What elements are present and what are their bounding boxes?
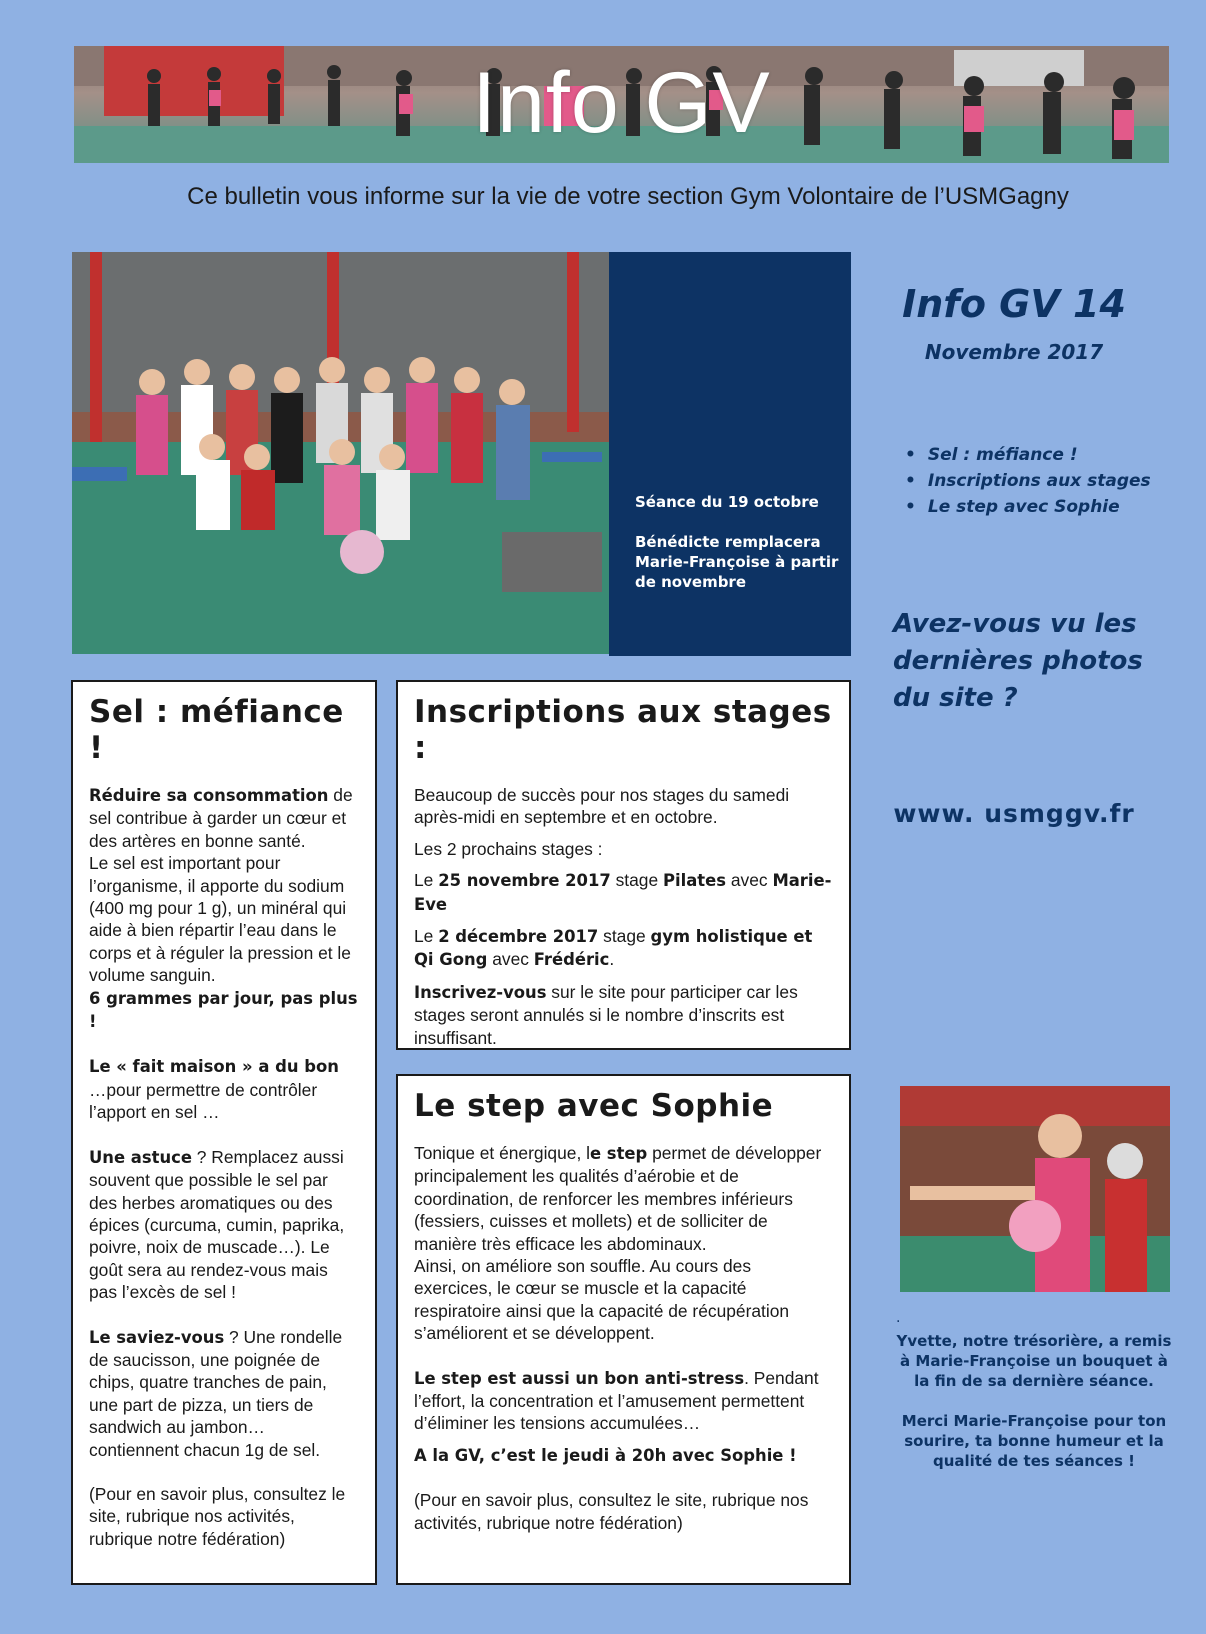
toc-item: • Inscriptions aux stages xyxy=(905,468,1151,494)
tagline: Ce bulletin vous informe sur la vie de votre section Gym Volontaire de l’USMGagny xyxy=(187,183,1069,210)
caption-replacement: Bénédicte remplacera Marie-Françoise à partir de novembre xyxy=(635,533,839,591)
stages-p5-text: sur le site pour participer car les stages seront annulés si le nombre d’inscrits est insuffisant. xyxy=(414,981,798,1048)
photos-question: Avez-vous vu les dernières photos du site ? xyxy=(893,609,1143,713)
toc-item: • Sel : méfiance ! xyxy=(905,442,1151,468)
banner-title: Info GV xyxy=(472,55,771,151)
stages-p1: Beaucoup de succès pour nos stages du samedi après-midi en septembre et en octobre. xyxy=(414,785,790,828)
stages-p3-c: avec xyxy=(726,870,773,891)
caption-date: Séance du 19 octobre xyxy=(635,493,819,511)
featured-caption-panel xyxy=(609,252,851,656)
stages-p3-coach: Marie-Eve xyxy=(414,871,832,914)
stages-p4-d: . xyxy=(609,949,615,970)
stages-p3-name: Pilates xyxy=(663,871,727,891)
article-stages-title: Inscriptions aux stages : xyxy=(414,694,832,766)
table-of-contents xyxy=(905,442,1151,520)
article-stages xyxy=(396,680,851,1050)
step-p1-a: Tonique et énergique, l xyxy=(414,1143,590,1163)
stages-p2: Les 2 prochains stages : xyxy=(414,838,603,859)
sel-p6-text: ? Une rondelle de saucisson, une poignée de chips, quatre tranches de pain, une part de pizza, un tiers de sandwich au jambon… contiennent chacun 1g de sel. xyxy=(89,1326,343,1460)
stages-p3-date: 25 novembre 2017 xyxy=(438,871,611,891)
photo-caption xyxy=(895,1331,1173,1491)
step-p2: Ainsi, on améliore son souffle. Au cours des exercices, le cœur se muscle et la capacité respiratoire ainsi que la capacité de récupération s’améliorent et se développent. xyxy=(414,1256,790,1344)
issue-title: Info GV 14 xyxy=(902,282,1126,326)
stages-p3-b: stage xyxy=(610,870,663,891)
stages-p4-b: stage xyxy=(598,926,651,947)
step-p3-text: . Pendant l’effort, la concentration et l’amusement permettent d’éliminer les tensions accumulées… xyxy=(414,1367,819,1434)
step-p3-bold: Le step est aussi un bon anti-stress xyxy=(414,1368,745,1388)
stages-p4-coach: Frédéric xyxy=(533,950,610,970)
bouquet-photo-image xyxy=(900,1086,1170,1292)
site-url[interactable]: www. usmggv.fr xyxy=(893,799,1135,828)
sel-p1-bold: Réduire sa consommation xyxy=(89,786,329,805)
article-sel xyxy=(71,680,377,1585)
sel-p2: Le sel est important pour l’organisme, il apporte du sodium (400 mg pour 1 g), un minéral qui aide à bien répartir l’eau dans le corps et à réguler la pression et le volume sanguin. xyxy=(89,853,351,986)
sel-p4-text: …pour permettre de contrôler l’apport en sel … xyxy=(89,1079,318,1123)
sel-p3-bold: 6 grammes par jour, pas plus ! xyxy=(89,988,358,1032)
stages-p3-a: Le xyxy=(414,870,439,891)
sel-p7: (Pour en savoir plus, consultez le site, rubrique nos activités, rubrique notre fédération) xyxy=(89,1483,346,1549)
step-p4-bold: A la GV, c’est le jeudi à 20h avec Sophie ! xyxy=(414,1445,797,1465)
caption-gift: Yvette, notre trésorière, a remis à Marie-Françoise un bouquet à la fin de sa dernière séance. xyxy=(896,1332,1172,1390)
article-sel-title: Sel : méfiance ! xyxy=(89,694,344,766)
bouquet-photo xyxy=(900,1086,1170,1292)
article-step xyxy=(396,1074,851,1585)
issue-date: Novembre 2017 xyxy=(924,340,1104,364)
article-step-title: Le step avec Sophie xyxy=(414,1088,774,1124)
sel-p5-bold: Une astuce xyxy=(89,1147,192,1167)
group-photo-image xyxy=(72,252,609,654)
sel-p4-bold: Le « fait maison » a du bon xyxy=(89,1057,339,1077)
sel-p1-text: de sel contribue à garder un cœur et des artères en bonne santé. xyxy=(89,785,353,851)
stages-p4-a: Le xyxy=(414,926,439,947)
header-banner xyxy=(74,46,1169,163)
stages-p4-c: avec xyxy=(487,949,534,970)
step-p5: (Pour en savoir plus, consultez le site, rubrique nos activités, rubrique notre fédération) xyxy=(414,1490,809,1533)
step-p1-b: permet de développer principalement les qualités d’aérobie et de coordination, de renforcer les membres inférieurs (fessiers, cuisses et mollets) et de solliciter de manière très efficace les abdominaux. xyxy=(414,1143,822,1254)
stages-p4-name: gym holistique et Qi Gong xyxy=(414,927,813,970)
stray-dot: . xyxy=(896,1310,901,1326)
toc-item: • Le step avec Sophie xyxy=(905,494,1151,520)
stages-p5-bold: Inscrivez-vous xyxy=(414,982,547,1002)
sel-p5-text: ? Remplacez aussi souvent que possible le sel par des herbes aromatiques ou des épices (curcuma, cumin, paprika, poivre, noix de muscade…). Le goût sera au rendez-vous mais pas l’excès de sel ! xyxy=(89,1146,345,1303)
caption-thanks: Merci Marie-Françoise pour ton sourire, ta bonne humeur et la qualité de tes séances ! xyxy=(901,1412,1167,1470)
sel-p6-bold: Le saviez-vous xyxy=(89,1327,225,1347)
stages-p4-date: 2 décembre 2017 xyxy=(438,927,599,947)
group-photo xyxy=(72,252,609,654)
step-p1-bold: e step xyxy=(589,1144,648,1163)
